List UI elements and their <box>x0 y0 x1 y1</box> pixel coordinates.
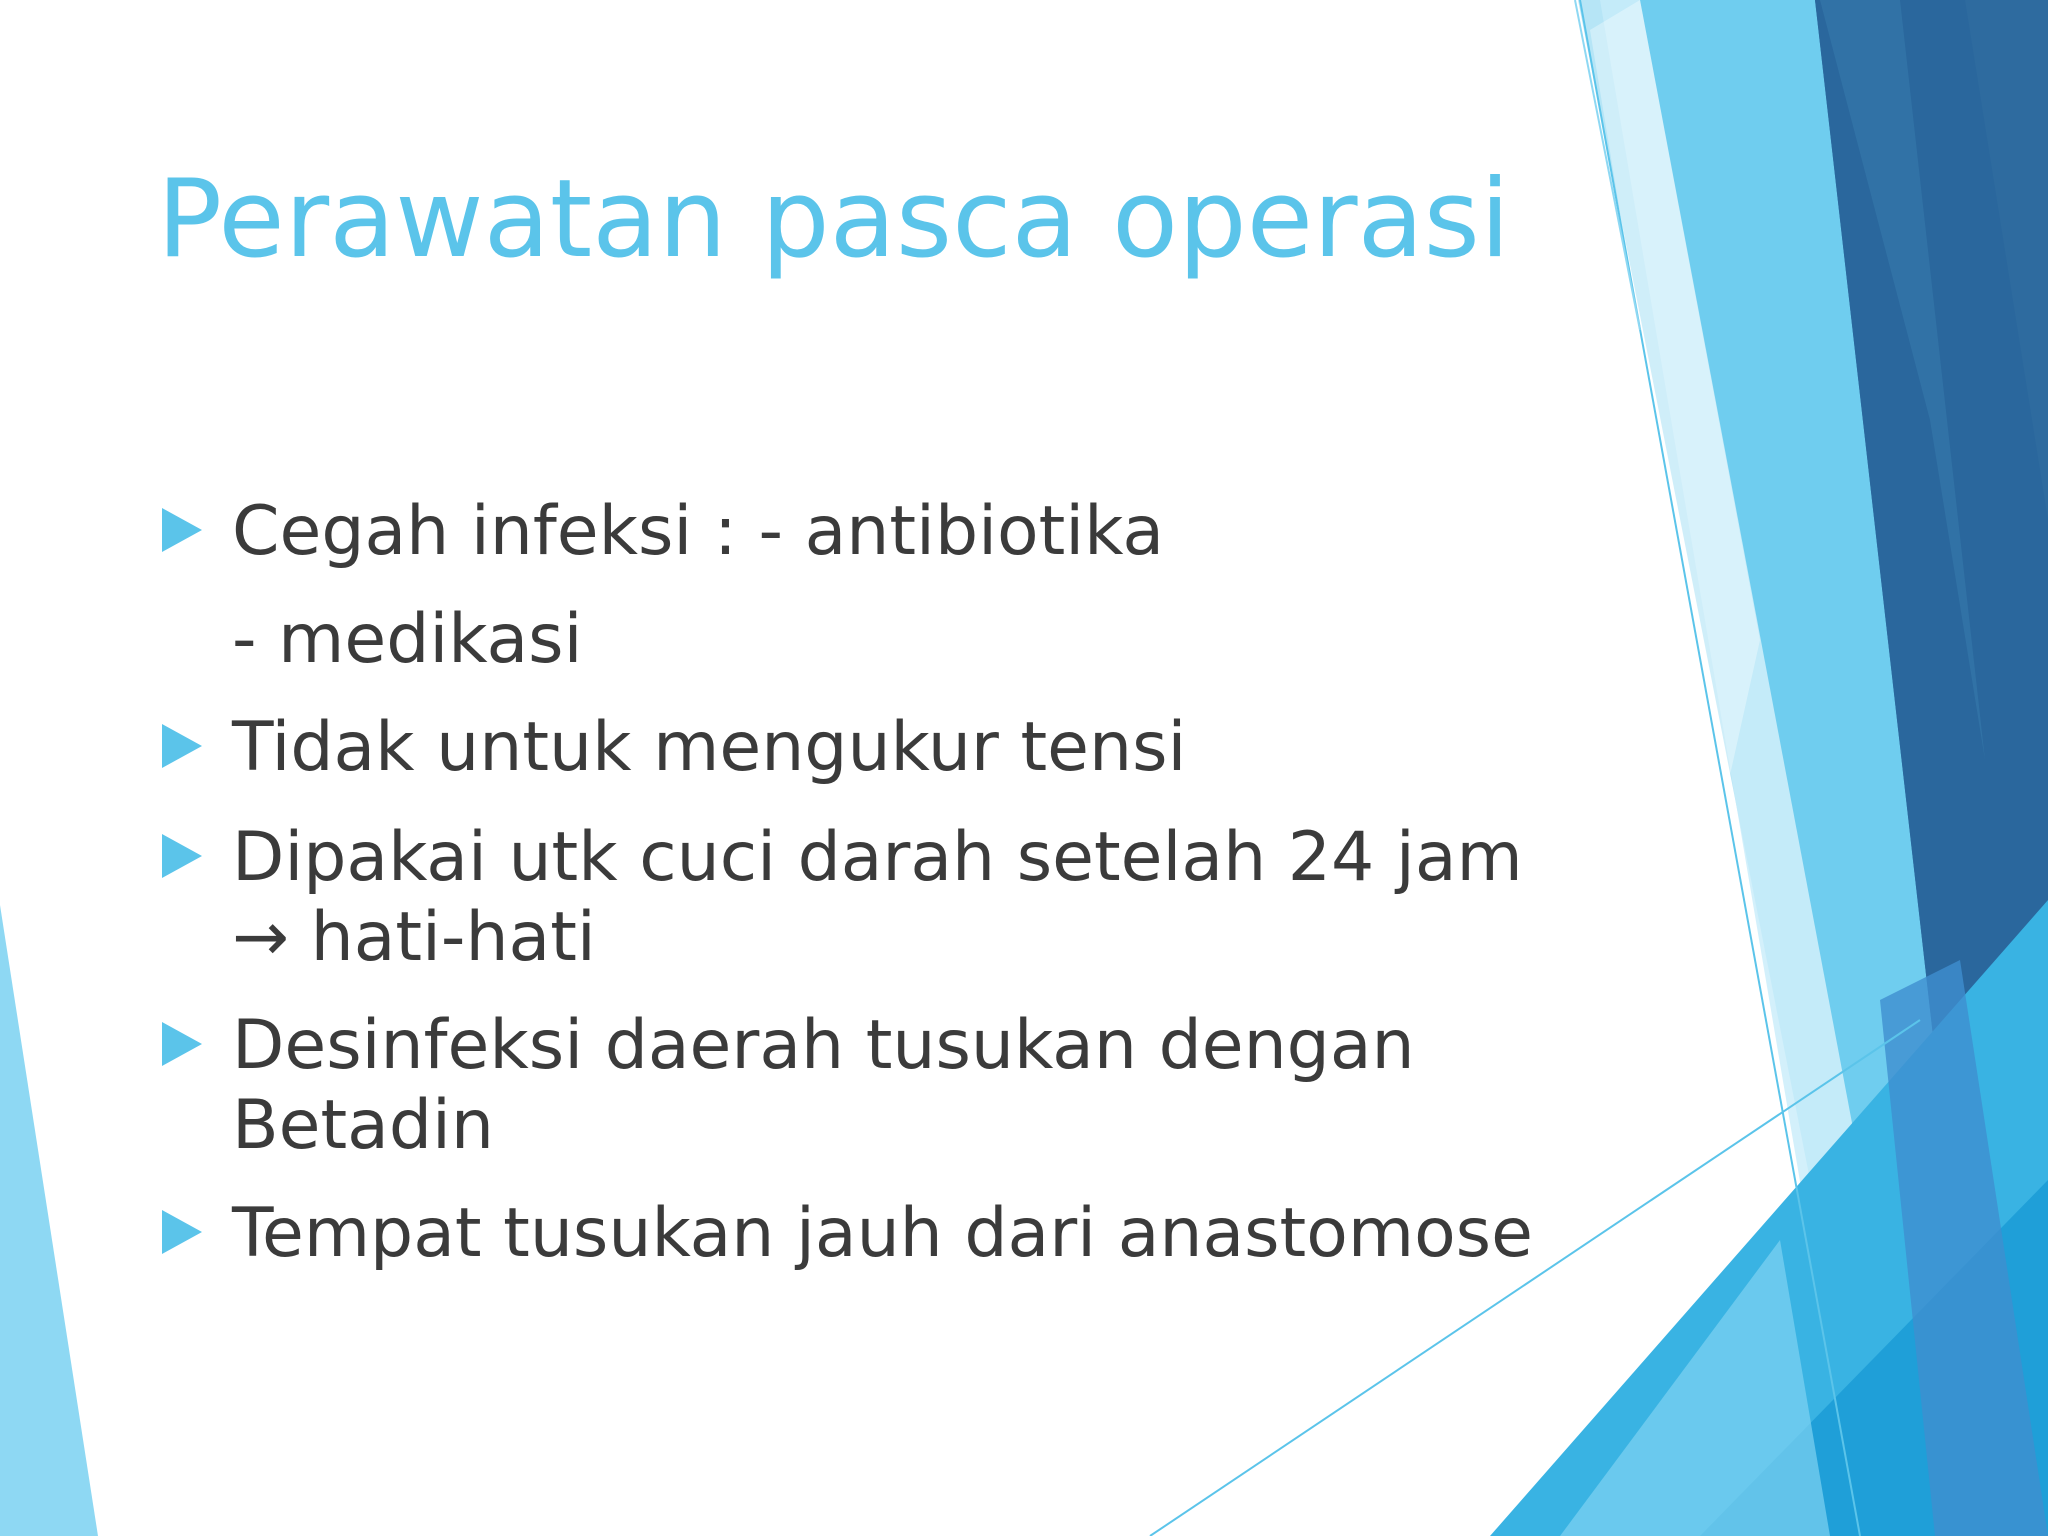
bullet-text: Cegah infeksi : - antibiotika <box>232 492 1165 571</box>
bullet-text: Dipakai utk cuci darah setelah 24 jam <box>232 818 1523 897</box>
bullet-text: Desinfeksi daerah tusukan dengan <box>232 1006 1415 1085</box>
bullet-text: Tidak untuk mengukur tensi <box>232 708 1187 787</box>
bullet-text: → hati-hati <box>232 898 596 977</box>
triangle-right-icon <box>162 834 202 878</box>
triangle-right-icon <box>162 1210 202 1254</box>
bullet-continuation-text: - medikasi <box>232 600 583 679</box>
triangle-right-icon <box>162 1022 202 1066</box>
triangle-right-icon <box>162 724 202 768</box>
triangle-right-icon <box>162 508 202 552</box>
bullet-text: Tempat tusukan jauh dari anastomose <box>232 1194 1533 1273</box>
slide-title: Perawatan pasca operasi <box>157 157 1510 282</box>
bullet-text: Betadin <box>232 1086 494 1165</box>
